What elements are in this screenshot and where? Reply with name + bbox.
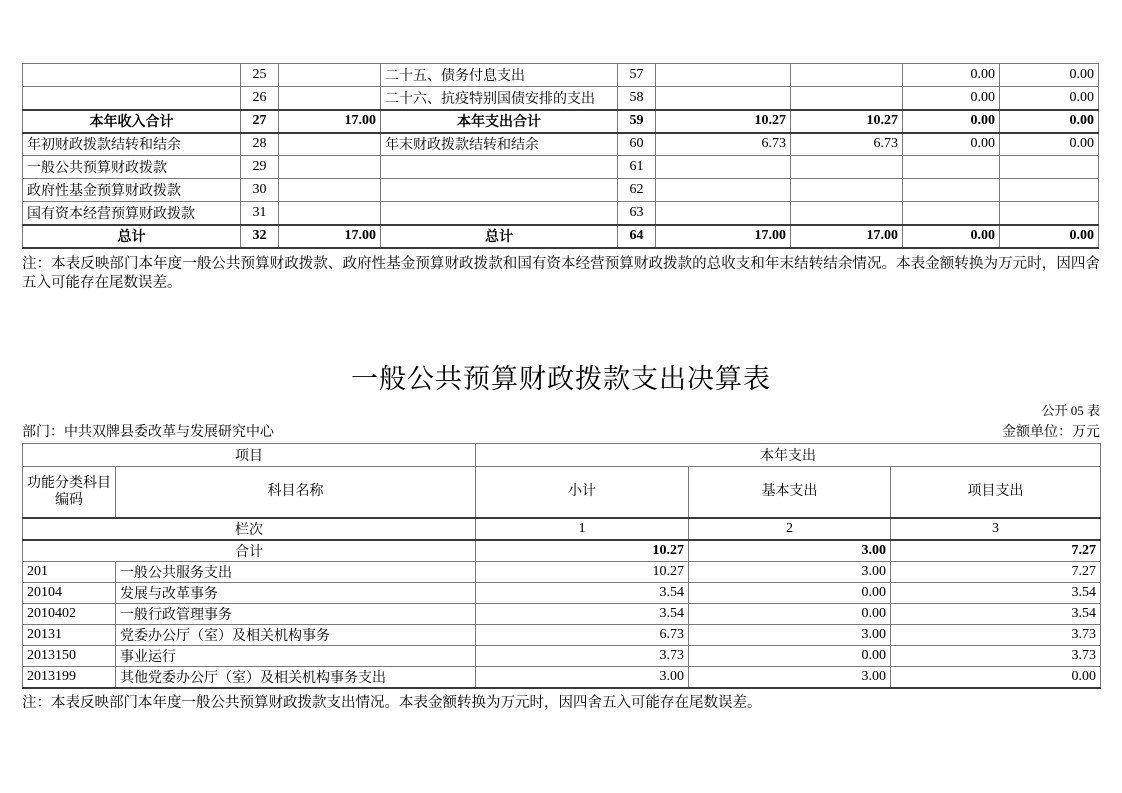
project-expenditure-cell: 3.54 [891,604,1101,625]
expenditure-data-row [23,562,1101,583]
column-index-label: 栏次 [23,518,476,540]
income-amount-cell [279,87,381,110]
total-label-cell: 合计 [23,540,476,562]
fiscal-totals-row [23,179,1099,202]
income-amount-cell: 17.00 [279,110,381,133]
project-expenditure-cell: 3.73 [891,625,1101,646]
fiscal-totals-row [23,133,1099,156]
subject-name-cell: 事业运行 [116,646,476,667]
total-subtotal-cell: 10.27 [476,540,689,562]
exp-total-cell: 10.27 [656,110,791,133]
unit-label: 金额单位：万元 [1002,424,1100,440]
exp-gov-fund-cell [903,156,1000,179]
expenditure-data-row [23,625,1101,646]
expenditure-rowno-cell: 63 [618,202,656,225]
income-amount-cell [279,156,381,179]
income-amount-cell [279,179,381,202]
expenditure-rowno-cell: 62 [618,179,656,202]
income-rowno-cell: 32 [241,225,279,248]
basic-expenditure-cell: 3.00 [689,562,891,583]
subject-name-cell: 发展与改革事务 [116,583,476,604]
exp-total-cell [656,87,791,110]
function-code-cell: 2013150 [23,646,116,667]
fiscal-totals-row [23,156,1099,179]
expenditure-item-cell [381,179,618,202]
basic-expenditure-cell: 0.00 [689,646,891,667]
expenditure-rowno-cell: 57 [618,64,656,87]
income-item-cell: 年初财政拨款结转和结余 [23,133,241,156]
exp-gov-fund-cell: 0.00 [903,87,1000,110]
income-amount-cell [279,133,381,156]
header-current-year-group: 本年支出 [476,443,1101,466]
income-rowno-cell: 25 [241,64,279,87]
header-project-expenditure: 项目支出 [891,466,1101,518]
income-rowno-cell: 27 [241,110,279,133]
expenditure-rowno-cell: 59 [618,110,656,133]
expenditure-data-row [23,646,1101,667]
header-subtotal: 小计 [476,466,689,518]
exp-state-capital-cell [1000,202,1099,225]
exp-state-capital-cell [1000,156,1099,179]
exp-total-cell [656,179,791,202]
exp-gov-fund-cell: 0.00 [903,110,1000,133]
expenditure-rowno-cell: 64 [618,225,656,248]
exp-gov-fund-cell: 0.00 [903,225,1000,248]
income-item-cell: 总计 [23,225,241,248]
fiscal-totals-table [22,63,1099,249]
expenditure-item-cell: 二十五、债务付息支出 [381,64,618,87]
exp-total-cell: 6.73 [656,133,791,156]
project-expenditure-cell: 3.73 [891,646,1101,667]
expenditure-item-cell: 年末财政拨款结转和结余 [381,133,618,156]
income-rowno-cell: 29 [241,156,279,179]
column-index-1: 1 [476,518,689,540]
subtotal-cell: 3.73 [476,646,689,667]
subtotal-cell: 3.54 [476,583,689,604]
exp-general-budget-cell [791,87,903,110]
column-index-3: 3 [891,518,1101,540]
exp-total-cell [656,202,791,225]
subtotal-cell: 10.27 [476,562,689,583]
income-rowno-cell: 31 [241,202,279,225]
fiscal-totals-row [23,202,1099,225]
expenditure-data-row [23,667,1101,689]
exp-general-budget-cell [791,64,903,87]
exp-general-budget-cell: 6.73 [791,133,903,156]
income-item-cell: 政府性基金预算财政拨款 [23,179,241,202]
function-code-cell: 20104 [23,583,116,604]
expenditure-total-row [23,540,1101,562]
exp-gov-fund-cell: 0.00 [903,64,1000,87]
header-basic-expenditure: 基本支出 [689,466,891,518]
basic-expenditure-cell: 3.00 [689,667,891,689]
exp-state-capital-cell [1000,179,1099,202]
subject-name-cell: 党委办公厅（室）及相关机构事务 [116,625,476,646]
income-rowno-cell: 30 [241,179,279,202]
exp-general-budget-cell: 10.27 [791,110,903,133]
total-project-cell: 7.27 [891,540,1101,562]
subject-name-cell: 一般公共服务支出 [116,562,476,583]
exp-general-budget-cell [791,202,903,225]
expenditure-header-row [23,466,1101,518]
exp-total-cell [656,64,791,87]
basic-expenditure-cell: 0.00 [689,583,891,604]
expenditure-rowno-cell: 58 [618,87,656,110]
income-item-cell [23,87,241,110]
total-basic-cell: 3.00 [689,540,891,562]
exp-gov-fund-cell [903,202,1000,225]
expenditure-data-row [23,604,1101,625]
expenditure-rowno-cell: 60 [618,133,656,156]
exp-gov-fund-cell [903,179,1000,202]
subtotal-cell: 6.73 [476,625,689,646]
expenditure-rowno-cell: 61 [618,156,656,179]
fiscal-totals-row [23,64,1099,87]
exp-total-cell [656,156,791,179]
exp-state-capital-cell: 0.00 [1000,110,1099,133]
header-project-group: 项目 [23,443,476,466]
project-expenditure-cell: 7.27 [891,562,1101,583]
expenditure-item-cell [381,156,618,179]
page-title: 一般公共预算财政拨款支出决算表 [351,363,771,394]
expenditure-header-group-row [23,443,1101,466]
column-index-2: 2 [689,518,891,540]
income-amount-cell [279,202,381,225]
exp-state-capital-cell: 0.00 [1000,133,1099,156]
expenditure-item-cell [381,202,618,225]
function-code-cell: 201 [23,562,116,583]
income-item-cell: 国有资本经营预算财政拨款 [23,202,241,225]
exp-state-capital-cell: 0.00 [1000,225,1099,248]
basic-expenditure-cell: 0.00 [689,604,891,625]
table2-note: 注：本表反映部门本年度一般公共预算财政拨款支出情况。本表金额转换为万元时，因四舍五入可能存在尾数误差。 [22,695,762,712]
exp-state-capital-cell: 0.00 [1000,87,1099,110]
subtotal-cell: 3.54 [476,604,689,625]
exp-general-budget-cell [791,156,903,179]
fiscal-totals-row [23,225,1099,248]
expenditure-item-cell: 总计 [381,225,618,248]
exp-gov-fund-cell: 0.00 [903,133,1000,156]
basic-expenditure-cell: 3.00 [689,625,891,646]
income-item-cell: 本年收入合计 [23,110,241,133]
expenditure-item-cell: 本年支出合计 [381,110,618,133]
header-subject-name: 科目名称 [116,466,476,518]
function-code-cell: 20131 [23,625,116,646]
exp-total-cell: 17.00 [656,225,791,248]
exp-state-capital-cell: 0.00 [1000,64,1099,87]
fiscal-totals-row [23,87,1099,110]
income-rowno-cell: 26 [241,87,279,110]
income-amount-cell: 17.00 [279,225,381,248]
project-expenditure-cell: 3.54 [891,583,1101,604]
function-code-cell: 2010402 [23,604,116,625]
income-item-cell [23,64,241,87]
exp-general-budget-cell: 17.00 [791,225,903,248]
expenditure-item-cell: 二十六、抗疫特别国债安排的支出 [381,87,618,110]
subtotal-cell: 3.00 [476,667,689,689]
function-code-cell: 2013199 [23,667,116,689]
department-label: 部门：中共双牌县委改革与发展研究中心 [22,424,274,440]
exp-general-budget-cell [791,179,903,202]
income-amount-cell [279,64,381,87]
income-rowno-cell: 28 [241,133,279,156]
table-code-label: 公开 05 表 [1041,402,1100,418]
header-function-code: 功能分类科目编码 [23,466,116,518]
project-expenditure-cell: 0.00 [891,667,1101,689]
meta-line [22,421,1100,441]
table1-note: 注：本表反映部门本年度一般公共预算财政拨款、政府性基金预算财政拨款和国有资本经营预算财政拨款的总收支和年末结转结余情况。本表金额转换为万元时，因四舍五入可能存在尾数误差。 [22,255,1100,291]
expenditure-table [22,443,1101,690]
subject-name-cell: 其他党委办公厅（室）及相关机构事务支出 [116,667,476,689]
column-index-row [23,518,1101,540]
income-item-cell: 一般公共预算财政拨款 [23,156,241,179]
expenditure-data-row [23,583,1101,604]
subject-name-cell: 一般行政管理事务 [116,604,476,625]
fiscal-totals-row [23,110,1099,133]
